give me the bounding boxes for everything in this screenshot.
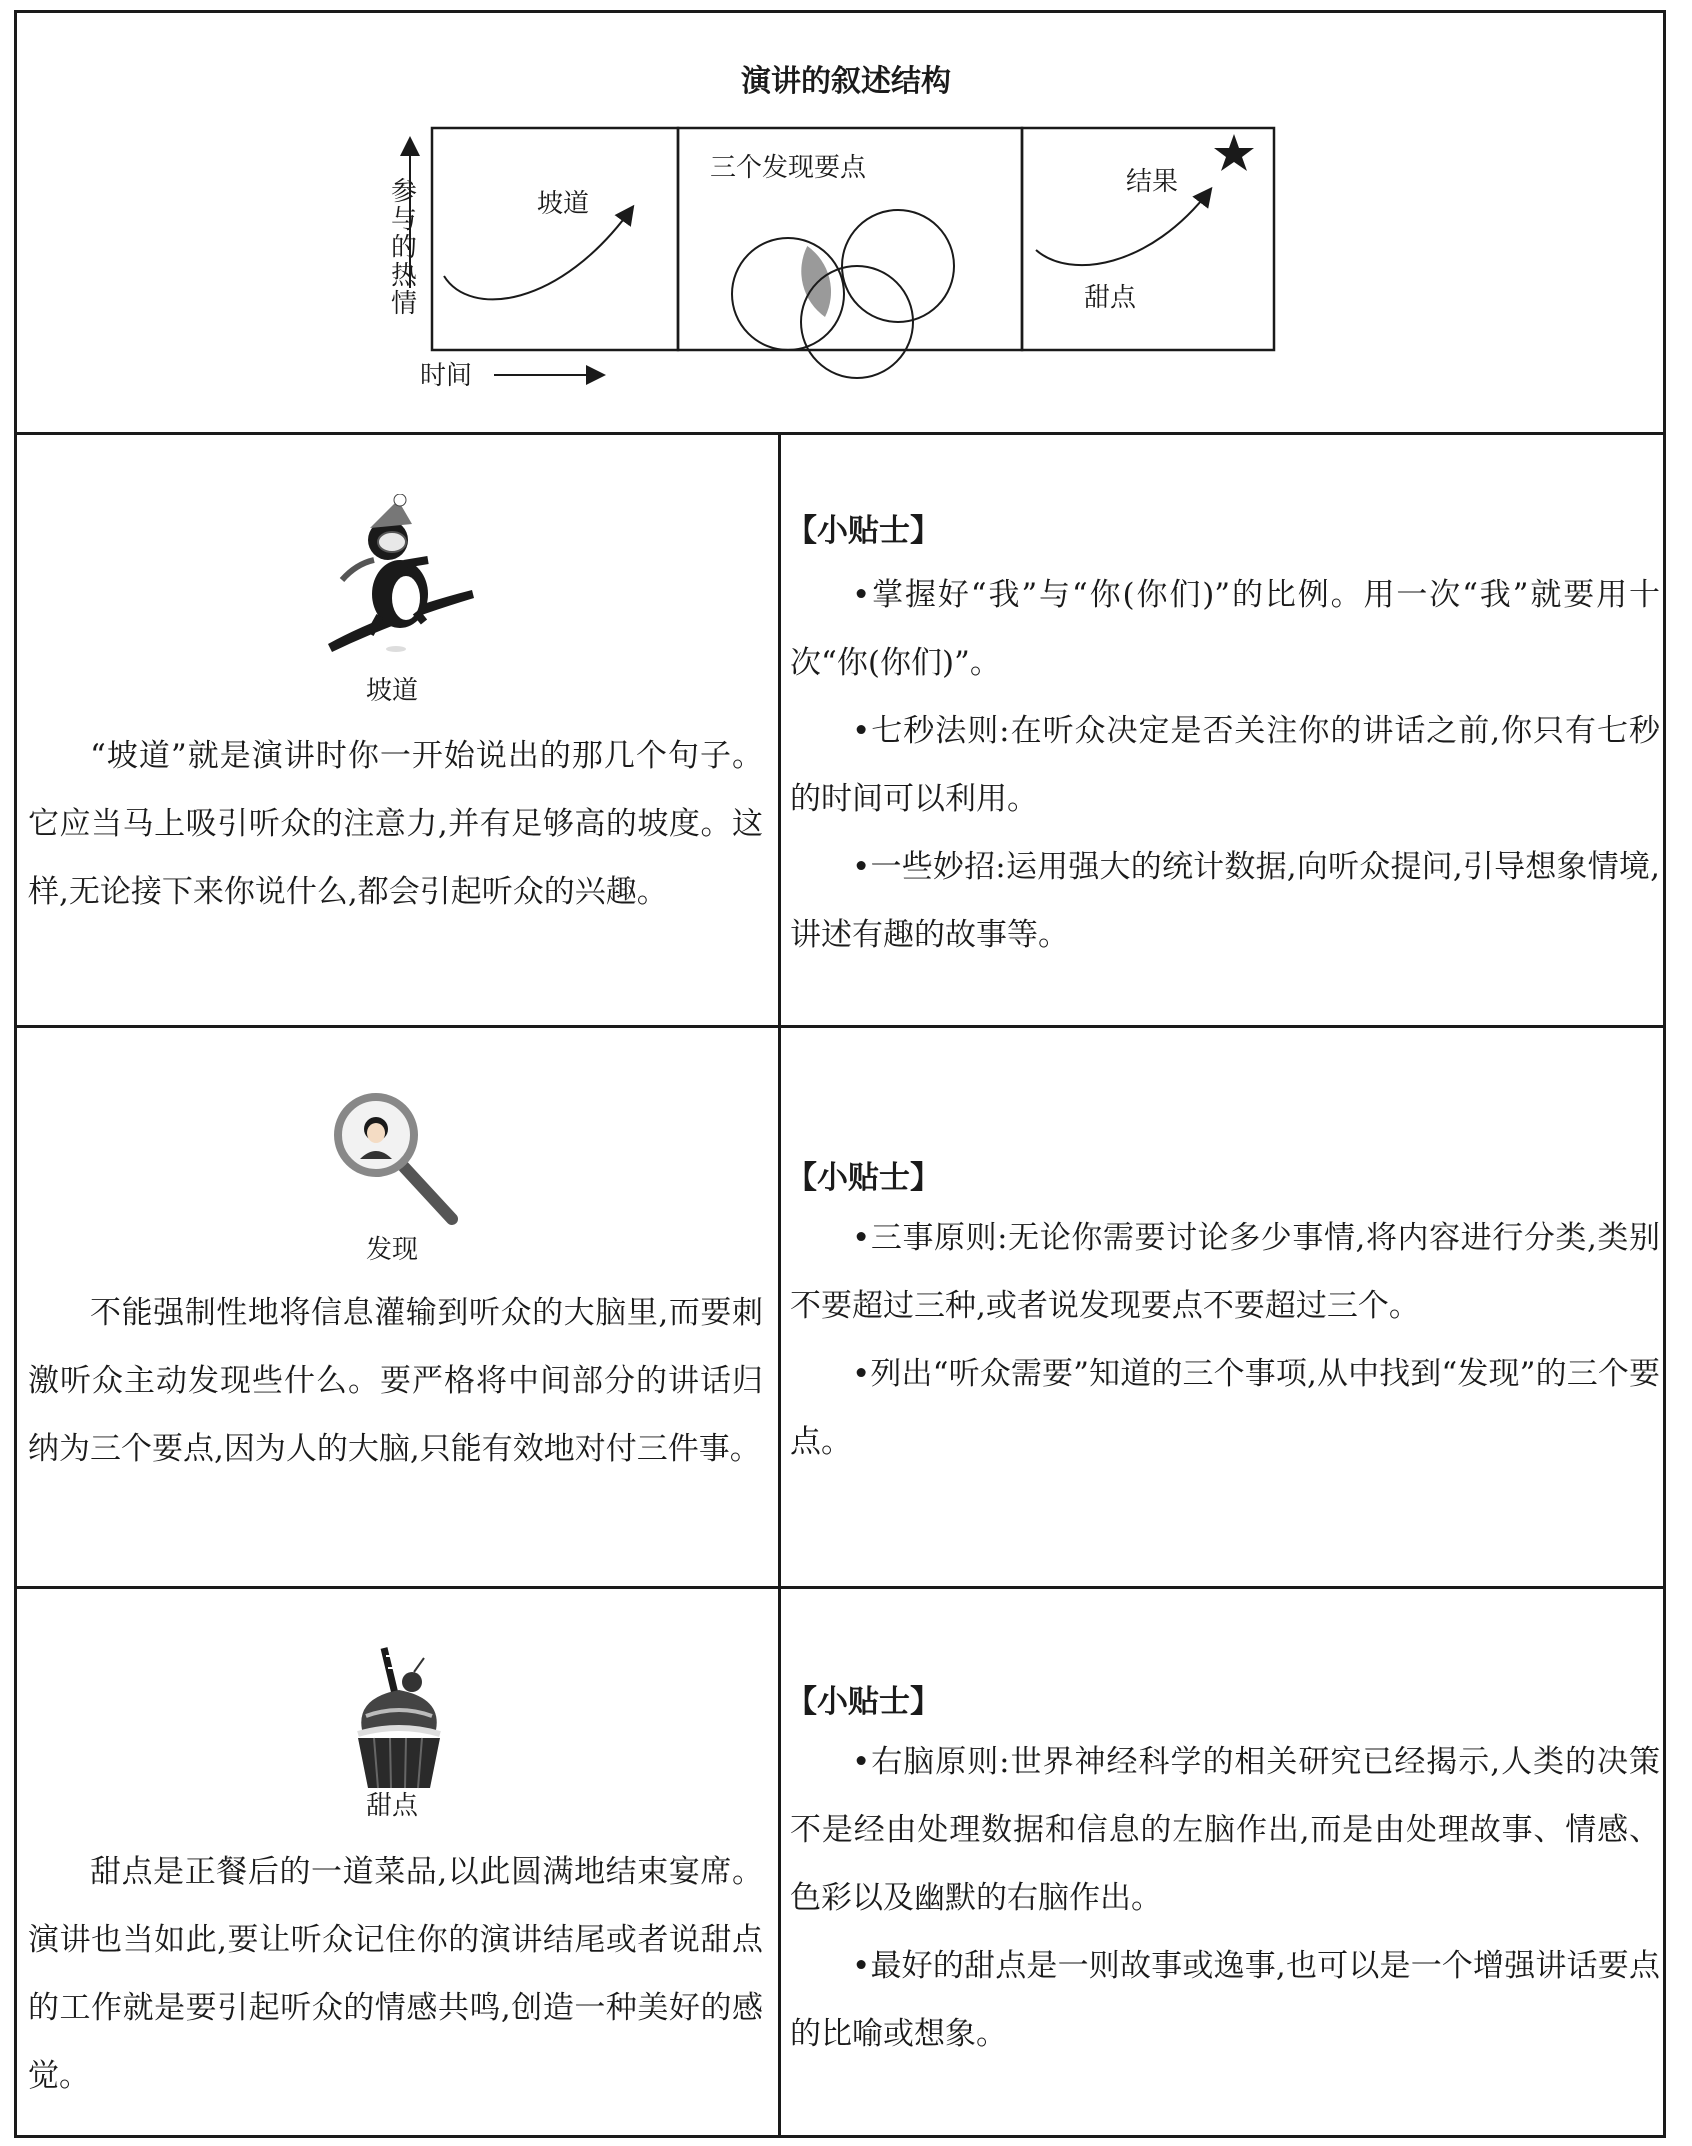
row-divider <box>14 1025 1666 1028</box>
tips-heading: 【小贴士】 <box>786 1684 941 1720</box>
panel-label-result: 结果 <box>1126 167 1179 197</box>
section-body: 不能强制性地将信息灌输到听众的大脑里,而要刺激听众主动发现些什么。要严格将中间部分的讲话归纳为三个要点,因为人的大脑,只能有效地对付三件事。 <box>28 1295 763 1467</box>
cupcake-icon <box>344 1638 454 1802</box>
magnifying-glass-icon <box>334 1085 464 1229</box>
panel-ramp <box>432 128 678 350</box>
tip-item: •最好的甜点是一则故事或逸事,也可以是一个增强讲话要点的比喻或想象。 <box>790 1948 1660 2052</box>
tip-item: •七秒法则:在听众决定是否关注你的讲话之前,你只有七秒的时间可以利用。 <box>790 713 1660 817</box>
tip-item: •一些妙招:运用强大的统计数据,向听众提问,引导想象情境,讲述有趣的故事等。 <box>790 849 1660 953</box>
panel-label-discovery: 三个发现要点 <box>710 153 867 183</box>
snowboard-penguin-icon <box>316 494 476 668</box>
panel-label-dessert: 甜点 <box>1084 283 1137 313</box>
y-axis-label: 参与的热情 <box>390 177 418 319</box>
section-caption: 坡道 <box>365 676 418 706</box>
section-caption: 甜点 <box>365 1791 418 1821</box>
ramp-curve <box>444 208 632 299</box>
row-divider <box>14 1586 1666 1589</box>
x-axis-label: 时间 <box>420 361 473 391</box>
result-curve <box>1036 190 1210 265</box>
panel-label-ramp: 坡道 <box>537 189 590 219</box>
tip-item: •三事原则:无论你需要讨论多少事情,将内容进行分类,类别不要超过三种,或者说发现要点不要超过三个。 <box>790 1220 1660 1324</box>
star-icon <box>1214 134 1254 171</box>
venn-overlap <box>801 246 831 317</box>
narrative-structure-diagram <box>370 118 1290 398</box>
row-divider <box>14 432 1666 435</box>
tip-item: •列出“听众需要”知道的三个事项,从中找到“发现”的三个要点。 <box>790 1356 1660 1460</box>
section-body: 甜点是正餐后的一道菜品,以此圆满地结束宴席。演讲也当如此,要让听众记住你的演讲结尾或者说甜点的工作就是要引起听众的情感共鸣,创造一种美好的感觉。 <box>28 1854 763 2094</box>
column-divider <box>778 432 781 2138</box>
tip-item: •右脑原则:世界神经科学的相关研究已经揭示,人类的决策不是经由处理数据和信息的左脑作出,而是由处理故事、情感、色彩以及幽默的右脑作出。 <box>790 1744 1660 1916</box>
tips-heading: 【小贴士】 <box>786 1160 941 1196</box>
section-caption: 发现 <box>365 1235 418 1265</box>
diagram-title: 演讲的叙述结构 <box>741 64 951 99</box>
tip-item: •掌握好“我”与“你(你们)”的比例。用一次“我”就要用十次“你(你们)”。 <box>790 577 1660 681</box>
section-body: “坡道”就是演讲时你一开始说出的那几个句子。它应当马上吸引听众的注意力,并有足够高的坡度。这样,无论接下来你说什么,都会引起听众的兴趣。 <box>28 738 763 910</box>
tips-heading: 【小贴士】 <box>786 513 941 549</box>
